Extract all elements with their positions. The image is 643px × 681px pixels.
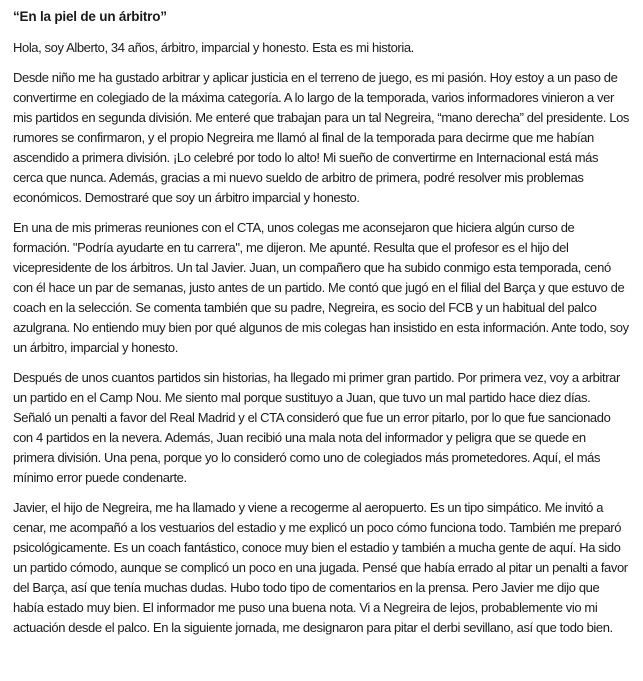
paragraph-curso-formacion: En una de mis primeras reuniones con el CTA, unos colegas me aconsejaron que hiciera algún curso de formación. "Podría ayudarte en tu carrera", me dijeron. Me apunté. Resulta que el profesor es el hijo del vicepresidente de los árbitros. Un tal Javier. Juan, un compañero que ha subido conmigo esta temporada, cenó con él hace un par de semanas, justo antes de un partido. Me contó que jugó en el filial del Barça y que estuvo de coach en la selección. Se comenta también que su padre, Negreira, es socio del FCB y un habitual del palco azulgrana. No entiendo muy bien por qué algunos de mis colegas han insistido en esta información. Ante todo, soy un árbitro, imparcial y honesto. bbox=[13, 220, 629, 355]
paragraph-intro: Hola, soy Alberto, 34 años, árbitro, imparcial y honesto. Esta es mi historia. bbox=[13, 40, 414, 55]
paragraph-javier-aeropuerto: Javier, el hijo de Negreira, me ha llamado y viene a recogerme al aeropuerto. Es un tipo simpático. Me invitó a cenar, me acompañó a los vestuarios del estadio y me explicó un poco cómo funciona todo. También me preparó psicológicamente. Es un coach fantástico, conoce muy bien el estadio y también a mucha gente de aquí. Ha sido un partido cómodo, aunque se complicó un poco en una jugada. Pensé que había errado al pitar un penalti a favor del Barça, así que tenía muchas dudas. Hubo todo tipo de comentarios en la prensa. Pero Javier me dijo que había estado muy bien. El informador me puso una buena nota. Vi a Negreira de lejos, probablemente vio mi actuación desde el palco. En la siguiente jornada, me designaron para pitar el derbi sevillano, así que todo bien. bbox=[13, 500, 628, 635]
paragraph-primer-gran-partido: Después de unos cuantos partidos sin historias, ha llegado mi primer gran partido. Por primera vez, voy a arbitrar un partido en el Camp Nou. Me siento mal porque sustituyo a Juan, que tuvo un mal partido hace diez días. Señaló un penalti a favor del Real Madrid y el CTA consideró que fue un error pitarlo, por lo que fue sancionado con 4 partidos en la nevera. Además, Juan recibió una mala nota del informador y peligra que se quede en primera división. Una pena, porque yo lo consideró como uno de colegiados más prometedores. Aquí, el más mínimo error puede condenarte. bbox=[13, 370, 620, 485]
paragraph-ascenso: Desde niño me ha gustado arbitrar y aplicar justicia en el terreno de juego, es mi pasión. Hoy estoy a un paso de convertirme en colegiado de la máxima categoría. A lo largo de la temporada, varios informadores vinieron a ver mis partidos en segunda división. Me enteré que trabajan para un tal Negreira, “mano derecha” del presidente. Los rumores se confirmaron, y el propio Negreira me llamó al final de la temporada para decirme que me habían ascendido a primera división. ¡Lo celebré por todo lo alto! Mi sueño de convertirme en Internacional está más cerca que nunca. Además, gracias a mi nuevo sueldo de arbitro de primera, podré resolver mis problemas económicos. Demostraré que soy un árbitro imparcial y honesto. bbox=[13, 70, 630, 205]
document-title: “En la piel de un árbitro” bbox=[13, 9, 167, 24]
